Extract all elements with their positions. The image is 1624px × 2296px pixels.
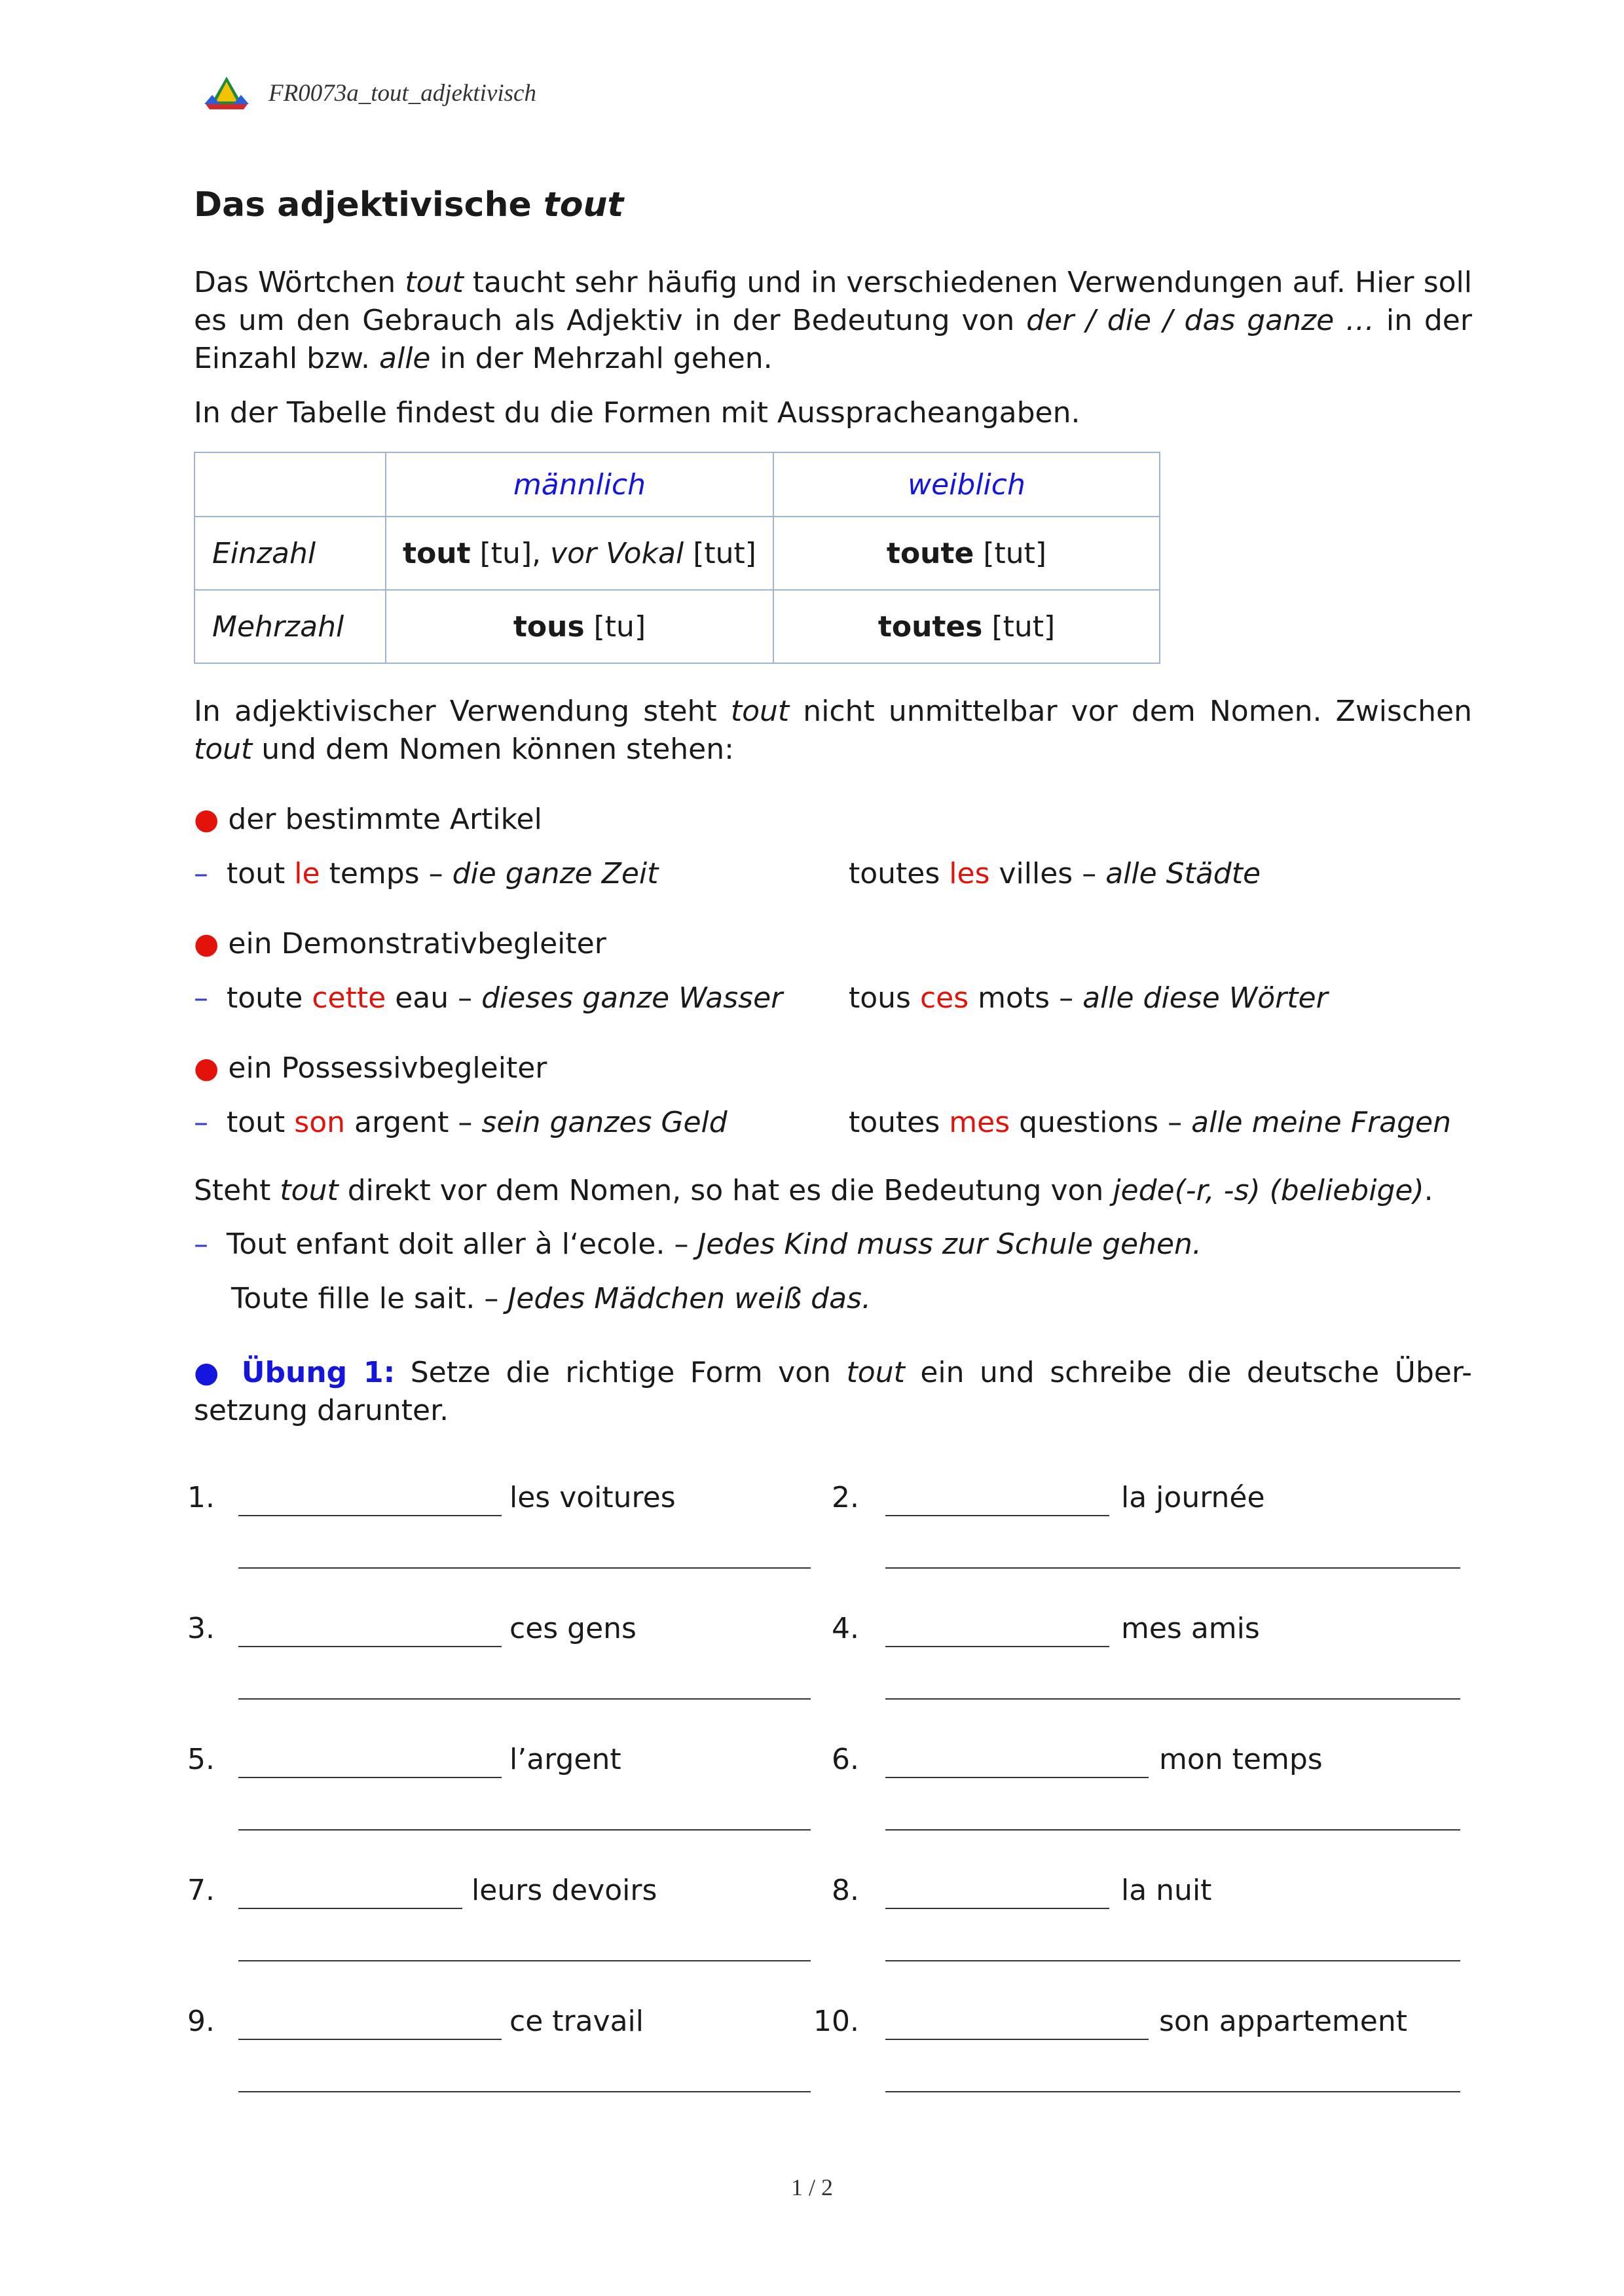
exercise-number: 4. xyxy=(832,1612,859,1645)
example-right: tous ces mots – alle diese Wörter xyxy=(849,981,1328,1015)
column-male: männlich xyxy=(386,452,773,517)
direct-example: Toute fille le sait. – Jedes Mädchen weiß das. xyxy=(231,1282,871,1315)
page-header xyxy=(203,73,536,113)
dash-icon: – xyxy=(194,981,208,1015)
intro-text: in der Einzahl bzw. xyxy=(194,304,1472,375)
exercise-word: son appartement xyxy=(1159,2005,1407,2038)
page-number: 1 / 2 xyxy=(790,2174,833,2200)
intro-meaning-plural: alle xyxy=(379,342,431,375)
exercise-number: 9. xyxy=(187,2005,215,2038)
forms-table xyxy=(194,452,1160,664)
translation-line[interactable] xyxy=(885,1829,1460,1831)
fill-in-blank[interactable] xyxy=(238,1908,462,1909)
exercise-number: 3. xyxy=(187,1612,215,1645)
example-right: toutes les villes – alle Städte xyxy=(849,857,1261,890)
column-female: weiblich xyxy=(773,452,1160,517)
fill-in-blank[interactable] xyxy=(238,1777,502,1778)
exercise-number: 8. xyxy=(832,1874,859,1907)
translation-line[interactable] xyxy=(885,2091,1460,2092)
cell-plural-male: tous [tu] xyxy=(386,590,773,663)
intro-meaning-singular: der / die / das ganze … xyxy=(1026,304,1375,337)
exercise-number: 1. xyxy=(187,1481,215,1514)
fill-in-blank[interactable] xyxy=(238,1515,502,1516)
exercise-word: mon temps xyxy=(1159,1743,1323,1776)
row-singular: Einzahl xyxy=(194,517,386,590)
direct-example: – Tout enfant doit aller à l‘ecole. – Jedes Kind muss zur Schule gehen. xyxy=(194,1228,1202,1261)
translation-line[interactable] xyxy=(238,1698,811,1700)
fill-in-blank[interactable] xyxy=(885,1777,1149,1778)
title-main: Das adjektivische xyxy=(194,185,544,225)
group-label: ● ein Possessivbegleiter xyxy=(194,1051,547,1085)
bullet-icon: ● xyxy=(194,1051,219,1085)
publisher-logo-icon xyxy=(203,75,250,111)
fill-in-blank[interactable] xyxy=(885,1515,1109,1516)
intro-text: in der Mehrzahl gehen. xyxy=(430,342,773,375)
intro-text: Das Wörtchen xyxy=(194,266,405,299)
fill-in-blank[interactable] xyxy=(885,1646,1109,1647)
fill-in-blank[interactable] xyxy=(238,1646,502,1647)
title-italic: tout xyxy=(543,185,624,225)
table-intro: In der Tabelle findest du die Formen mit Ausspracheangaben. xyxy=(194,396,1080,429)
fill-in-blank[interactable] xyxy=(885,2039,1149,2040)
exercise-number: 7. xyxy=(187,1874,215,1907)
table-header-row xyxy=(194,452,1160,517)
table-row xyxy=(194,590,1160,663)
example-right: toutes mes questions – alle meine Fragen xyxy=(849,1106,1451,1139)
cell-plural-female: toutes [tut] xyxy=(773,590,1160,663)
row-plural: Mehrzahl xyxy=(194,590,386,663)
fill-in-blank[interactable] xyxy=(238,2039,502,2040)
translation-line[interactable] xyxy=(238,1829,811,1831)
usage-paragraph: In adjektivischer Verwendung steht tout nicht unmittelbar vor dem Nomen. Zwischen tout und dem Nomen können stehen: xyxy=(194,695,1472,766)
cell-singular-male: tout [tu], vor Vokal [tut] xyxy=(386,517,773,590)
exercise-number: 6. xyxy=(832,1743,859,1776)
bullet-icon: ● xyxy=(194,803,219,836)
intro-tout: tout xyxy=(405,266,464,299)
exercise-word: l’argent xyxy=(509,1743,621,1776)
table-corner-cell xyxy=(194,452,386,517)
exercise-word: ces gens xyxy=(509,1612,637,1645)
bullet-icon: ● xyxy=(194,927,219,960)
fill-in-blank[interactable] xyxy=(885,1908,1109,1909)
exercise-word: la nuit xyxy=(1121,1874,1212,1907)
dash-icon: – xyxy=(194,1228,208,1261)
intro-text: taucht sehr häufig und in verschiedenen Verwendungen auf. Hier soll es um den Gebrauch als Adjektiv in der Bedeutung von xyxy=(194,266,1472,337)
exercise-instruction: ● Übung 1: Setze die richtige Form von tout ein und schreibe die deutsche Über-setzung darunter. xyxy=(194,1356,1473,1427)
translation-line[interactable] xyxy=(238,2091,811,2092)
translation-line[interactable] xyxy=(885,1698,1460,1700)
example-left: – tout son argent – sein ganzes Geld xyxy=(194,1106,728,1139)
table-row xyxy=(194,517,1160,590)
example-left: – tout le temps – die ganze Zeit xyxy=(194,857,659,890)
page-title xyxy=(194,185,623,225)
cell-singular-female: toute [tut] xyxy=(773,517,1160,590)
translation-line[interactable] xyxy=(885,1567,1460,1569)
document-id: FR0073a_tout_adjektivisch xyxy=(268,79,536,107)
dash-icon: – xyxy=(194,1106,208,1139)
translation-line[interactable] xyxy=(885,1960,1460,1961)
dash-icon: – xyxy=(194,857,208,890)
direct-usage-paragraph: Steht tout direkt vor dem Nomen, so hat es die Bedeutung von jede(-r, -s) (beliebige). xyxy=(194,1174,1433,1207)
translation-line[interactable] xyxy=(238,1960,811,1961)
exercise-word: leurs devoirs xyxy=(471,1874,657,1907)
exercise-word: mes amis xyxy=(1121,1612,1260,1645)
group-label: ● der bestimmte Artikel xyxy=(194,803,542,836)
exercise-label: ● Übung 1: xyxy=(194,1356,396,1389)
exercise-number: 2. xyxy=(832,1481,859,1514)
exercise-number: 10. xyxy=(813,2005,859,2038)
translation-line[interactable] xyxy=(238,1567,811,1569)
group-label: ● ein Demonstrativbegleiter xyxy=(194,927,606,960)
exercise-number: 5. xyxy=(187,1743,215,1776)
intro-paragraph xyxy=(194,264,1472,378)
exercise-word: ce travail xyxy=(509,2005,644,2038)
exercise-word: la journée xyxy=(1121,1481,1265,1514)
exercise-word: les voitures xyxy=(509,1481,676,1514)
example-left: – toute cette eau – dieses ganze Wasser xyxy=(194,981,783,1015)
